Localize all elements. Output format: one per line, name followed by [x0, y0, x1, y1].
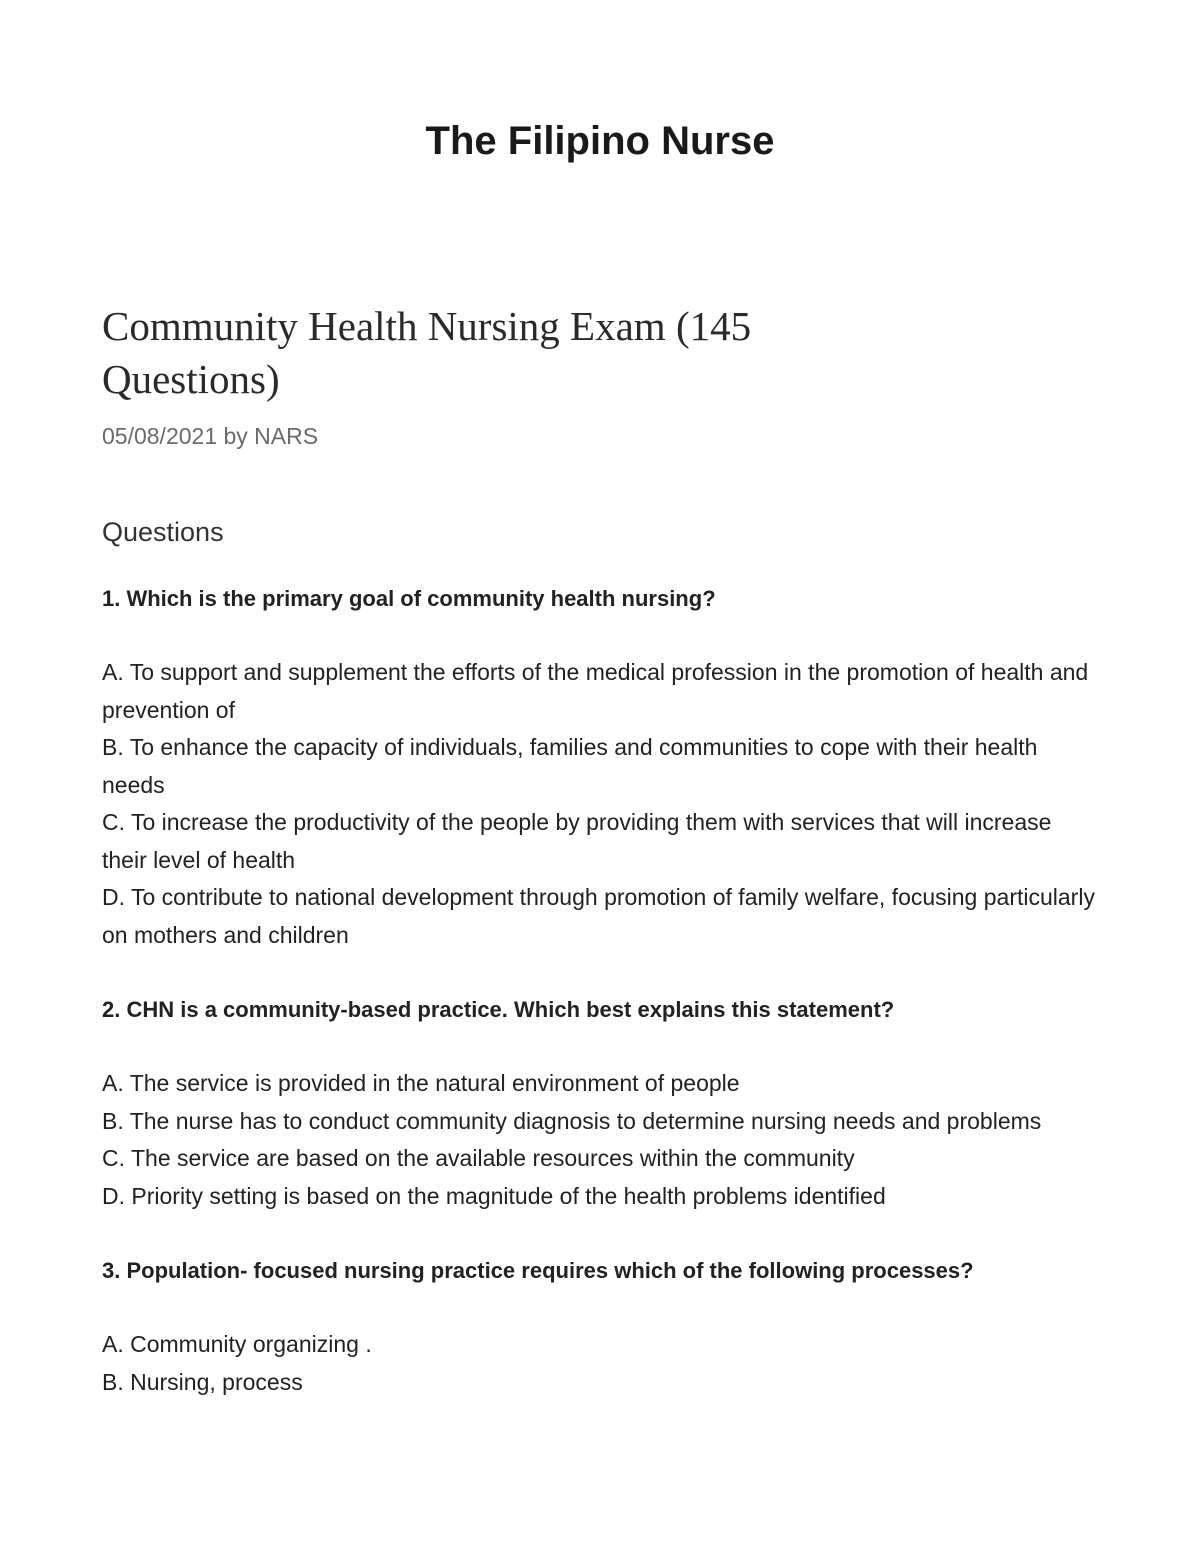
section-heading: Questions: [102, 517, 224, 547]
option-d: D. Priority setting is based on the magnitude of the health problems identified: [102, 1182, 886, 1209]
answer-options: [102, 1326, 1102, 1401]
option-b: B. Nursing, process: [102, 1368, 303, 1395]
post-meta: 05/08/2021 by NARS: [102, 423, 319, 449]
option-a: A. The service is provided in the natural environment of people: [102, 1070, 740, 1096]
question-1: [102, 580, 1102, 954]
article: [102, 300, 1102, 1401]
option-b: B. To enhance the capacity of individuals, families and communities to cope with their health needs: [102, 734, 1038, 798]
option-a: A. Community organizing .: [102, 1331, 372, 1357]
question-text: 2. CHN is a community-based practice. Which best explains this statement?: [102, 997, 895, 1022]
question-text: 3. Population- focused nursing practice requires which of the following processes?: [102, 1258, 974, 1283]
answer-options: [102, 654, 1102, 954]
option-a: A. To support and supplement the efforts of the medical profession in the promotion of health and prevention of: [102, 659, 1089, 723]
post-title: Community Health Nursing Exam (145 Questions): [102, 303, 752, 402]
question-3: [102, 1252, 1102, 1401]
answer-options: [102, 1065, 1102, 1215]
question-2: [102, 991, 1102, 1215]
option-c: C. The service are based on the available resources within the community: [102, 1145, 855, 1171]
option-d: D. To contribute to national development through promotion of family welfare, focusing particularly on mothers and children: [102, 884, 1095, 948]
question-text: 1. Which is the primary goal of community health nursing?: [102, 586, 716, 611]
site-title: The Filipino Nurse: [425, 119, 775, 163]
option-b: B. The nurse has to conduct community diagnosis to determine nursing needs and problems: [102, 1107, 1042, 1134]
option-c: C. To increase the productivity of the people by providing them with services that will increase their level of health: [102, 809, 1052, 873]
